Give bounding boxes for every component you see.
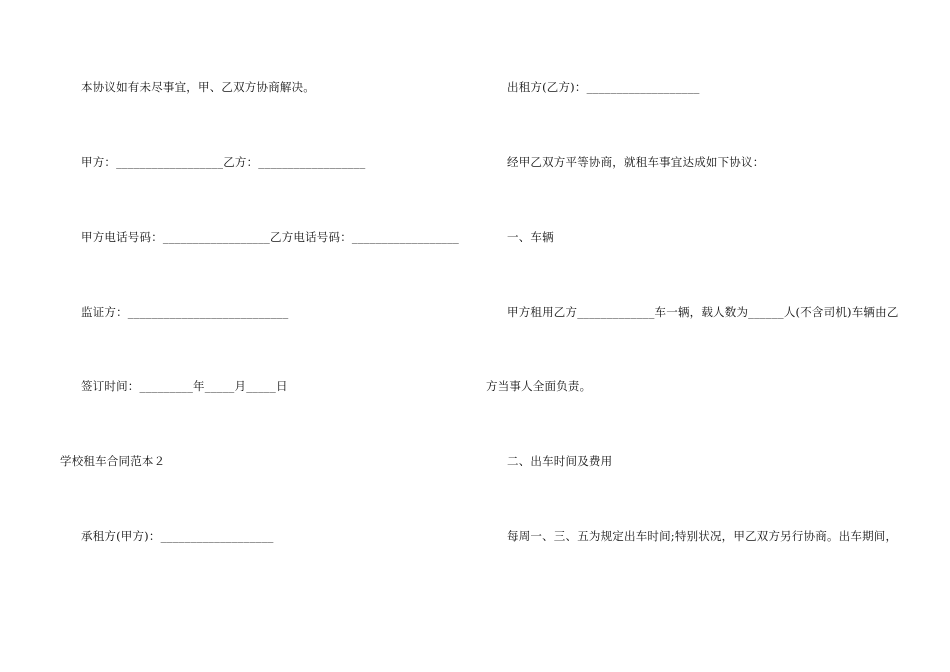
- party-signature-line: 甲方：__________________乙方：__________________: [81, 155, 366, 169]
- vehicle-terms-continuation: 方当事人全面负责。: [486, 379, 592, 393]
- lessor-line: 出租方(乙方)：___________________: [507, 80, 700, 94]
- clause-vehicle-heading: 一、车辆: [507, 230, 554, 244]
- clause-time-fee-heading: 二、出车时间及费用: [507, 454, 613, 468]
- vehicle-terms-line: 甲方租用乙方_____________车一辆，载人数为______人(不含司机)车辆由乙: [507, 305, 899, 319]
- clause-unresolved-matters: 本协议如有未尽事宜，甲、乙双方协商解决。: [81, 80, 315, 94]
- section-heading: 学校租车合同范本２: [60, 454, 166, 468]
- witness-line: 监证方：___________________________: [81, 305, 289, 319]
- schedule-terms-line: 每周一、三、五为规定出车时间;特别状况，甲乙双方另行协商。出车期间，: [507, 529, 898, 543]
- lessee-line: 承租方(甲方)：___________________: [81, 529, 274, 543]
- sign-date-line: 签订时间：_________年_____月_____日: [81, 379, 288, 393]
- phone-number-line: 甲方电话号码：__________________乙方电话号码：__________________: [81, 230, 459, 244]
- agreement-intro: 经甲乙双方平等协商，就租车事宜达成如下协议：: [507, 155, 765, 169]
